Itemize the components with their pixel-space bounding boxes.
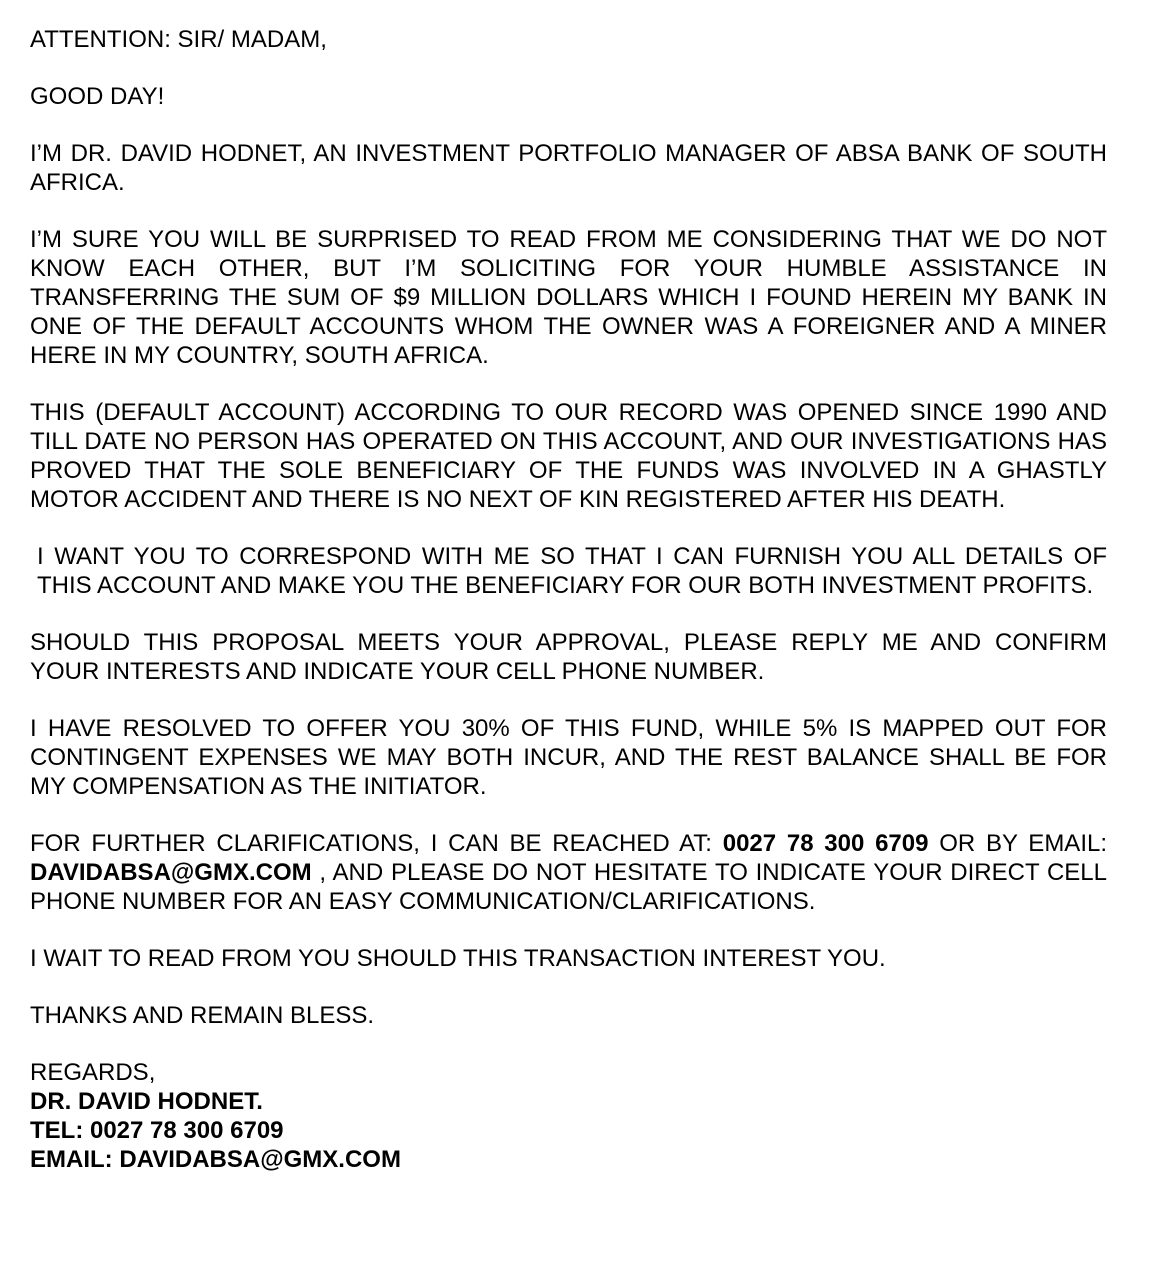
closing: REGARDS, [30, 1059, 156, 1086]
contact-paragraph [30, 829, 1107, 916]
correspond-paragraph: I WANT YOU TO CORRESPOND WITH ME SO THAT I CAN FURNISH YOU ALL DETAILS OF THIS ACCOUNT AND MAKE YOU THE BENEFICIARY FOR OUR BOTH INVESTMENT PROFITS. [37, 543, 1107, 599]
salutation: ATTENTION: SIR/ MADAM, [30, 26, 327, 53]
contact-middle: OR BY EMAIL: [928, 830, 1107, 857]
signature-email: EMAIL: DAVIDABSA@GMX.COM [30, 1146, 401, 1173]
contact-prefix: FOR FURTHER CLARIFICATIONS, I CAN BE REACHED AT: [30, 830, 723, 857]
intro-paragraph: I’M DR. DAVID HODNET, AN INVESTMENT PORTFOLIO MANAGER OF ABSA BANK OF SOUTH AFRICA. [30, 140, 1107, 196]
wait-paragraph: I WAIT TO READ FROM YOU SHOULD THIS TRANSACTION INTEREST YOU. [30, 945, 886, 972]
approval-paragraph: SHOULD THIS PROPOSAL MEETS YOUR APPROVAL, PLEASE REPLY ME AND CONFIRM YOUR INTERESTS AND INDICATE YOUR CELL PHONE NUMBER. [30, 629, 1107, 685]
contact-suffix: , AND PLEASE DO NOT HESITATE TO INDICATE YOUR DIRECT CELL PHONE NUMBER FOR AN EASY COMMUNICATION/CLARIFICATIONS. [30, 859, 1107, 915]
letter-body [30, 25, 1107, 1174]
account-history-paragraph: THIS (DEFAULT ACCOUNT) ACCORDING TO OUR RECORD WAS OPENED SINCE 1990 AND TILL DATE NO PERSON HAS OPERATED ON THIS ACCOUNT, AND OUR INVESTIGATIONS HAS PROVED THAT THE SOLE BENEFICIARY OF THE FUNDS WAS INVOLVED IN A GHASTLY MOTOR ACCIDENT AND THERE IS NO NEXT OF KIN REGISTERED AFTER HIS DEATH. [30, 399, 1107, 513]
greeting: GOOD DAY! [30, 83, 165, 110]
signature-tel: TEL: 0027 78 300 6709 [30, 1117, 284, 1144]
thanks-paragraph: THANKS AND REMAIN BLESS. [30, 1002, 375, 1029]
contact-phone: 0027 78 300 6709 [722, 830, 929, 857]
signature-name: DR. DAVID HODNET. [30, 1088, 263, 1115]
offer-paragraph: I HAVE RESOLVED TO OFFER YOU 30% OF THIS FUND, WHILE 5% IS MAPPED OUT FOR CONTINGENT EXPENSES WE MAY BOTH INCUR, AND THE REST BALANCE SHALL BE FOR MY COMPENSATION AS THE INITIATOR. [30, 715, 1107, 800]
request-paragraph: I’M SURE YOU WILL BE SURPRISED TO READ FROM ME CONSIDERING THAT WE DO NOT KNOW EACH OTHER, BUT I’M SOLICITING FOR YOUR HUMBLE ASSISTANCE IN TRANSFERRING THE SUM OF $9 MILLION DOLLARS WHICH I FOUND HEREIN MY BANK IN ONE OF THE DEFAULT ACCOUNTS WHOM THE OWNER WAS A FOREIGNER AND A MINER HERE IN MY COUNTRY, SOUTH AFRICA. [30, 226, 1107, 369]
signature-block [30, 1058, 1107, 1174]
contact-email: DAVIDABSA@GMX.COM [30, 859, 312, 886]
